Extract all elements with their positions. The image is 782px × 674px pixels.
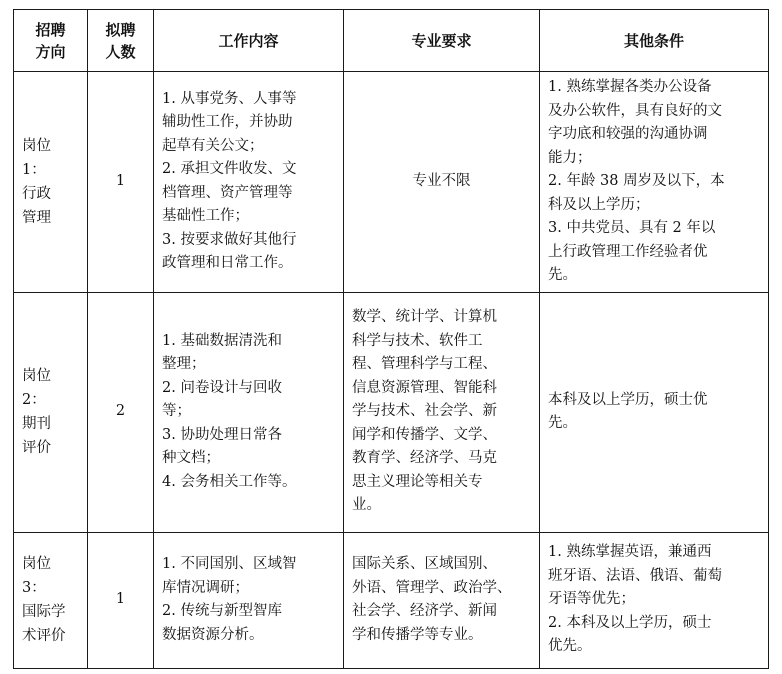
- majors-line: 国际关系、区域国别、: [352, 556, 497, 572]
- duties-line: 1. 从事党务、人事等: [162, 90, 297, 107]
- majors-line: 业。: [352, 497, 381, 514]
- other-line: 能力；: [548, 149, 592, 166]
- position-line: 术评价: [22, 628, 66, 644]
- position-cell: [14, 72, 88, 293]
- majors-line: 专业不限: [412, 173, 471, 189]
- other-cell: [540, 532, 769, 668]
- duties-line: 档管理、资产管理等: [162, 184, 293, 201]
- majors-line: 闻学和传播学、文学、: [352, 426, 497, 443]
- other-cell: [540, 292, 769, 532]
- duties-line: 基础性工作；: [162, 208, 249, 225]
- majors-line: 外语、管理学、政治学、: [352, 579, 512, 596]
- duties-line: 3. 按要求做好其他行: [162, 231, 297, 248]
- duties-line: 数据资源分析。: [162, 626, 264, 643]
- position-line: 岗位 2：: [22, 368, 51, 408]
- position-line: 评价: [22, 440, 51, 456]
- other-line: 科及以上学历；: [548, 196, 650, 213]
- position-cell: [14, 532, 88, 668]
- duties-line: 3. 协助处理日常各: [162, 426, 282, 443]
- position-line: 岗位 1：: [22, 137, 51, 178]
- header-count-text: 拟聘 人数: [105, 20, 136, 61]
- position-line: 行政: [22, 185, 51, 202]
- duties-line: 起草有关公文；: [162, 137, 264, 154]
- duties-line: 政管理和日常工作。: [162, 255, 293, 272]
- other-line: 牙语等优先；: [548, 591, 635, 608]
- other-line: 2. 年龄 38 周岁及以下，本: [548, 173, 725, 189]
- majors-line: 程、管理科学与工程、: [352, 356, 497, 373]
- majors-line: 数学、统计学、计算机: [352, 309, 497, 326]
- duties-line: 种文档；: [162, 450, 220, 467]
- majors-line: 科学与技术、软件工: [352, 332, 483, 349]
- duties-line: 辅助性工作，并协助: [162, 114, 293, 131]
- majors-line: 信息资源管理、智能科: [352, 379, 497, 396]
- other-line: 班牙语、法语、俄语、葡萄: [548, 567, 722, 584]
- majors-line: 教育学、经济学、马克: [352, 450, 497, 467]
- other-line: 先。: [548, 267, 577, 283]
- recruitment-table: [13, 9, 769, 669]
- header-majors: 专业要求: [344, 10, 540, 72]
- table-row-position-2: [14, 292, 769, 532]
- duties-cell: [154, 532, 344, 668]
- other-line: 优先。: [548, 638, 592, 655]
- other-line: 及办公软件，具有良好的文: [548, 102, 722, 119]
- other-cell: [540, 72, 769, 293]
- other-line: 1. 熟练掌握英语，兼通西: [548, 544, 712, 561]
- duties-cell: [154, 72, 344, 293]
- majors-line: 学与技术、社会学、新: [352, 403, 497, 420]
- position-cell: [14, 292, 88, 532]
- other-line: 1. 熟练掌握各类办公设备: [548, 79, 712, 95]
- duties-line: 2. 问卷设计与回收: [162, 379, 282, 396]
- header-other: 其他条件: [540, 10, 769, 72]
- position-line: 岗位 3：: [22, 556, 51, 596]
- table-row-position-3: [14, 532, 769, 668]
- majors-line: 社会学、经济学、新闻: [352, 603, 497, 619]
- duties-line: 2. 承担文件收发、文: [162, 161, 297, 178]
- duties-line: 库情况调研；: [162, 579, 249, 596]
- duties-cell: [154, 292, 344, 532]
- majors-cell: [344, 292, 540, 532]
- header-row: [14, 10, 769, 72]
- count-cell: 1: [88, 532, 154, 668]
- header-direction-text: 招聘 方向: [35, 20, 66, 61]
- table-row-position-1: [14, 72, 769, 293]
- header-count: [88, 10, 154, 72]
- duties-line: 1. 基础数据清洗和: [162, 332, 282, 349]
- majors-line: 学和传播学等专业。: [352, 626, 483, 643]
- position-line: 期刊: [22, 416, 51, 432]
- count-cell: 2: [88, 292, 154, 532]
- header-direction: [14, 10, 88, 72]
- majors-cell: [344, 532, 540, 668]
- duties-line: 4. 会务相关工作等。: [162, 473, 297, 490]
- other-line: 本科及以上学历，硕士优: [548, 391, 708, 408]
- duties-line: 等；: [162, 403, 191, 420]
- majors-cell: [344, 72, 540, 293]
- other-line: 2. 本科及以上学历，硕士: [548, 614, 712, 631]
- other-line: 上行政管理工作经验者优: [548, 243, 708, 260]
- duties-line: 整理；: [162, 356, 206, 373]
- count-cell: 1: [88, 72, 154, 293]
- other-line: 3. 中共党员、具有 2 年以: [548, 220, 716, 236]
- other-line: 字功底和较强的沟通协调: [548, 126, 708, 142]
- duties-line: 2. 传统与新型智库: [162, 603, 282, 619]
- position-line: 国际学: [22, 604, 66, 620]
- recruitment-table-container: [13, 9, 769, 669]
- header-duties: 工作内容: [154, 10, 344, 72]
- duties-line: 1. 不同国别、区域智: [162, 556, 297, 572]
- majors-line: 思主义理论等相关专: [352, 473, 483, 490]
- other-line: 先。: [548, 415, 577, 431]
- position-line: 管理: [22, 209, 51, 226]
